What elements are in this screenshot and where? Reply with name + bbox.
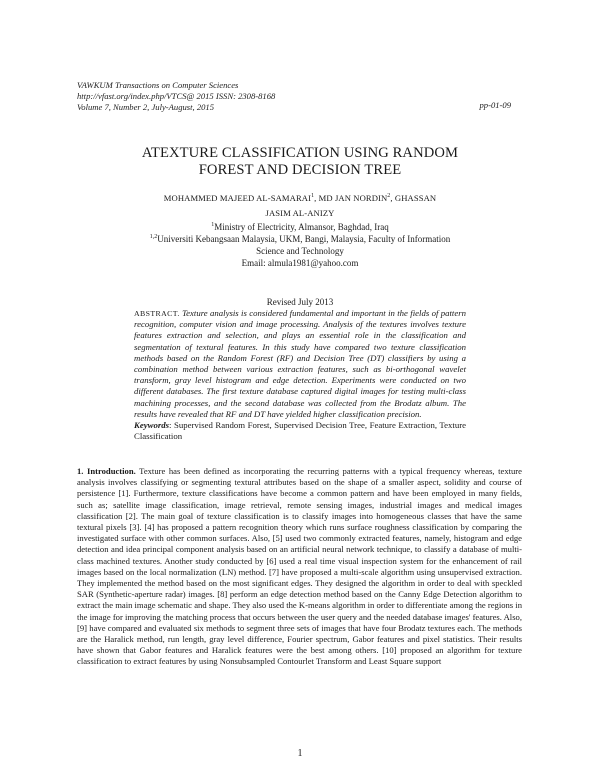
- authors: MOHAMMED MAJEED AL-SAMARAI$^1$, MD JAN NORDIN$^2$, GHASSAN JASIM AL-ANIZY: [100, 192, 500, 219]
- abstract: [134, 308, 466, 442]
- section-heading: 1. Introduction.: [77, 466, 136, 476]
- journal-name: VAWKUM Transactions on Computer Sciences: [77, 80, 239, 90]
- author-3-line-2: JASIM AL-ANIZY: [265, 208, 335, 218]
- title-line-2: FOREST AND DECISION TREE: [198, 162, 402, 178]
- author-3: , GHASSAN: [390, 193, 437, 203]
- journal-url-issn: http://vfast.org/index.php/VTCS@ 2015 ISSN: 2308-8168: [77, 91, 276, 101]
- revised-date: Revised July 2013: [266, 297, 334, 307]
- journal-volume: Volume 7, Number 2, July-August, 2015: [77, 102, 215, 112]
- affiliation-2-line-2: Science and Technology: [256, 246, 344, 256]
- abstract-label: ABSTRACT.: [134, 309, 180, 318]
- affiliation-1: Ministry of Electricity, Almansor, Baghdad, Iraq: [214, 222, 389, 232]
- page-range: pp-01-09: [479, 100, 511, 110]
- paper-title: [0, 145, 600, 179]
- abstract-text: Texture analysis is considered fundamental and important in the fields of pattern recognition, computer vision and image processing. Analysis of the textures involves texture features extraction and selection, and plays an essential role in the classification and segmentation of textural features. In this study have compared two texture classification methods based on the Random Forest (RF) and Decision Tree (DT) classifiers by using a combination method between various extraction features, such as bi-orthogonal wavelet transform, gray level histogram and edge detection. Experiments were conducted on two different databases. The first texture database captured digital images for testing multi-class machining processes, and the second database was collected from the Brodatz album. The results have revealed that RF and DT have yielded higher classification precision.: [134, 308, 467, 419]
- author-2: , MD JAN NORDIN: [314, 193, 388, 203]
- keywords-text: : Supervised Random Forest, Supervised Decision Tree, Feature Extraction, Texture Classification: [134, 420, 466, 442]
- keywords: [134, 420, 466, 442]
- keywords-label: Keywords: [134, 420, 169, 431]
- email: Email: almula1981@yahoo.com: [241, 258, 359, 268]
- affiliations: $^1$Ministry of Electricity, Almansor, Baghdad, Iraq $^{1,2}$Universiti Kebangsaan Malaysia, UKM, Bangi, Malaysia, Faculty of Information Science and Technology Email: almula1981@yahoo.com: [100, 221, 500, 269]
- title-line-1: ATEXTURE CLASSIFICATION USING RANDOM: [141, 145, 459, 161]
- page-number: 1: [297, 748, 303, 759]
- introduction-text: Texture has been defined as incorporating the recurring patterns with a typical frequency whereas, texture analysis involves classifying or segmenting textural attributes based on the shape of a smaller aspect, solidity and course of persistence [1]. Furthermore, texture classifications have become a common pattern and have been employed in many fields, such as; satellite image classification, image retrieval, remote sensing images, industrial images and medical images classification [2]. The main goal of texture classification is to classify images into homogeneous classes that have the same textural pixels [3]. [4] has proposed a pattern recognition theory which runs surface roughness classification by comparing the investigated surface with other common surfaces. Also, [5] used two commonly extracted features, namely, histogram and edge detection and idea principal component analysis based on an artificial neural network technique, to classify a database of multi-class machined textures. Another study conducted by [6] used a real time visual inspection system for the enhancement of rail images based on the local normalization (LN) method. [7] have proposed a multi-scale algorithm using unsupervised extraction. They implemented the method based on the most significant edges. They designed the algorithm in order to deal with speckled SAR (Synthetic-aperture radar) images. [8] perform an edge detection method based on the Canny Edge Detection algorithm to extract the main image schematic and shape. They also used the K-means algorithm in order to differentiate among the regions in the image for improving the matching process that occurs between the user query and the needed database images' features. Also, [9] have compared and evaluated six methods to segment three sets of images that have four Brodatz textures each. The methods are the Haralick method, run length, gray level difference, Fourier spectrum, Gabor features and pixel statistics. Their results have shown that Gabor features and Haralick features were the best among others. [10] proposed an algorithm for texture classification to extract features by using Nonsubsampled Contourlet Transform and Least Square support: [77, 466, 522, 667]
- affiliation-2: Universiti Kebangsaan Malaysia, UKM, Bangi, Malaysia, Faculty of Information: [157, 234, 451, 244]
- introduction-section: [77, 466, 522, 668]
- author-1: MOHAMMED MAJEED AL-SAMARAI: [163, 193, 312, 203]
